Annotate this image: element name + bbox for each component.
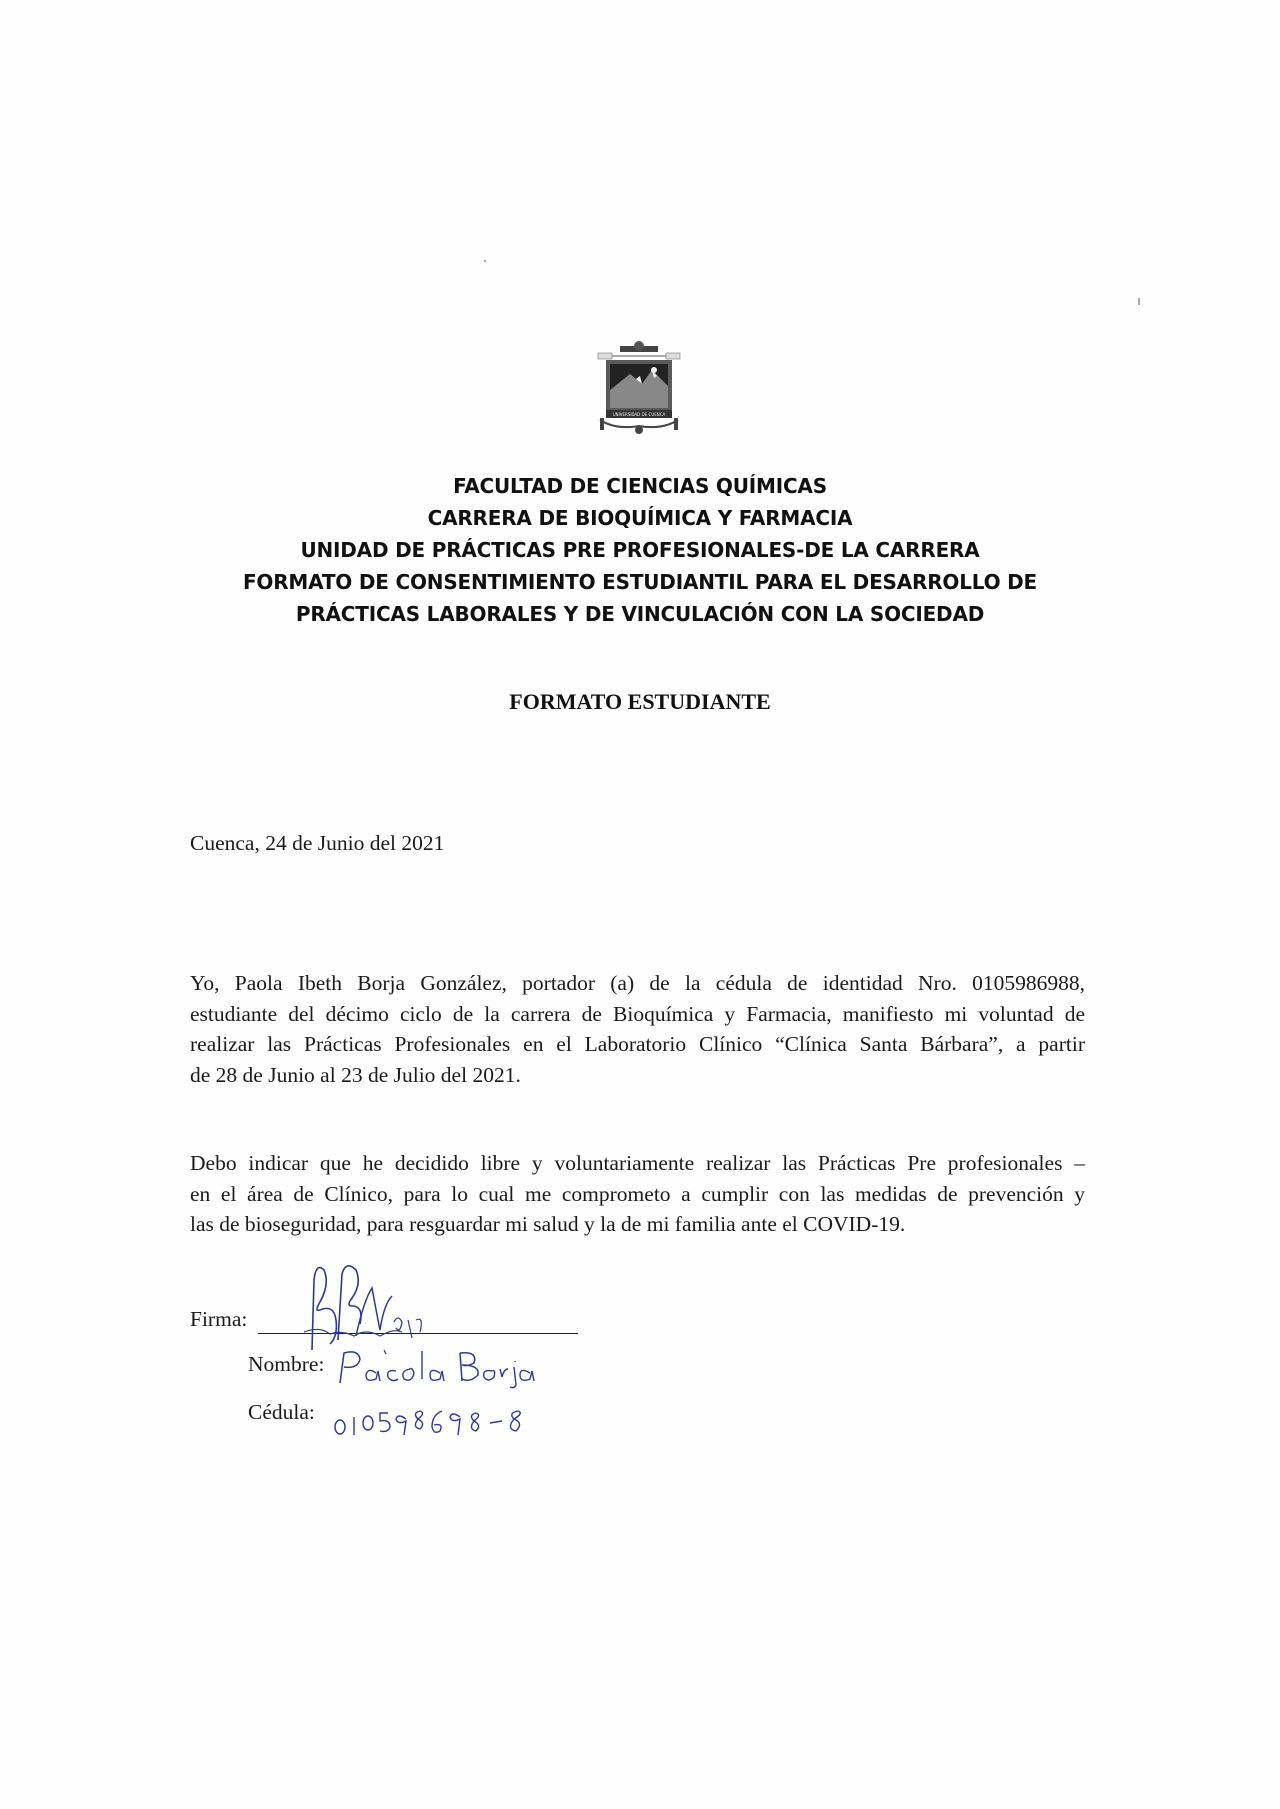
seal-text: UNIVERSIDAD DE CUENCA (612, 412, 666, 417)
heading-format-line2: PRÁCTICAS LABORALES Y DE VINCULACIÓN CON LA SOCIEDAD (295, 602, 985, 626)
scan-speck (484, 260, 486, 262)
paragraph-line: en el área de Clínico, para lo cual me comprometo a cumplir con las medidas de prevención y (190, 1181, 1085, 1206)
document-subtitle: FORMATO ESTUDIANTE (509, 689, 771, 714)
document-headings (200, 470, 1080, 630)
declaration-paragraph (190, 1148, 1085, 1240)
consent-paragraph (190, 968, 1085, 1090)
heading-unit: UNIDAD DE PRÁCTICAS PRE PROFESIONALES-DE LA CARRERA (300, 538, 980, 562)
document-date: Cuenca, 24 de Junio del 2021 (190, 831, 445, 855)
paragraph-line: realizar las Prácticas Profesionales en el Laboratorio Clínico “Clínica Santa Bárbara”, a partir (190, 1032, 1085, 1056)
paragraph-line: estudiante del décimo ciclo de la carrera de Bioquímica y Farmacia, manifiesto mi voluntad de (190, 1001, 1085, 1026)
handwritten-signature-icon (290, 1240, 440, 1360)
university-seal-icon (596, 340, 682, 438)
paragraph-line: Yo, Paola Ibeth Borja González, portador (a) de la cédula de identidad Nro. 0105986988, (190, 971, 1085, 995)
heading-format-line1: FORMATO DE CONSENTIMIENTO ESTUDIANTIL PARA EL DESARROLLO DE (242, 570, 1038, 594)
scan-speck (1138, 298, 1140, 305)
handwritten-name-icon (336, 1343, 536, 1389)
paragraph-line: las de bioseguridad, para resguardar mi salud y la de mi familia ante el COVID-19. (190, 1212, 906, 1236)
cedula-label: Cédula: (248, 1400, 315, 1424)
handwritten-id-icon (330, 1395, 540, 1441)
paragraph-line: de 28 de Junio al 23 de Julio del 2021. (190, 1062, 521, 1087)
heading-faculty: FACULTAD DE CIENCIAS QUÍMICAS (453, 474, 827, 498)
heading-program: CARRERA DE BIOQUÍMICA Y FARMACIA (427, 506, 853, 530)
firma-label: Firma: (190, 1307, 248, 1331)
nombre-label: Nombre: (248, 1352, 325, 1376)
paragraph-line: Debo indicar que he decidido libre y voluntariamente realizar las Prácticas Pre profesionales – (190, 1151, 1085, 1175)
